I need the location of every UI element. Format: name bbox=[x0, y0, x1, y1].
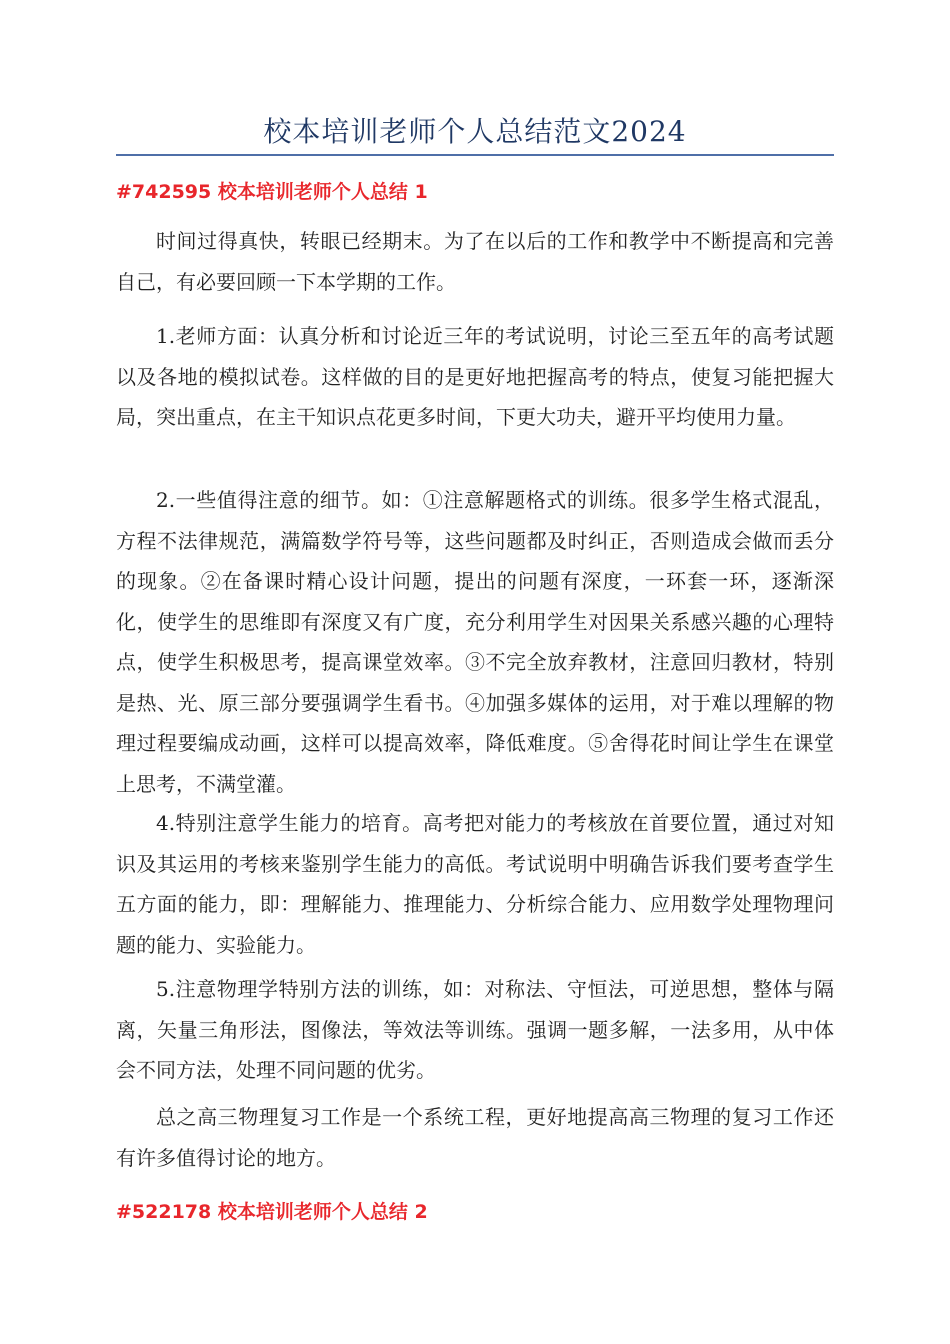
paragraph: 5.注意物理学特别方法的训练，如：对称法、守恒法，可逆思想，整体与隔离，矢量三角形法，图像法，等效法等训练。强调一题多解，一法多用，从中体会不同方法，处理不同问题的优劣。 bbox=[116, 977, 834, 1082]
section-heading-1: #742595 校本培训老师个人总结 1 bbox=[116, 181, 428, 203]
document-title: 校本培训老师个人总结范文2024 bbox=[263, 115, 687, 148]
paragraph: 时间过得真快，转眼已经期末。为了在以后的工作和教学中不断提高和完善自己，有必要回顾一下本学期的工作。 bbox=[116, 229, 834, 294]
paragraph: 1.老师方面：认真分析和讨论近三年的考试说明，讨论三至五年的高考试题以及各地的模拟试卷。这样做的目的是更好地把握高考的特点，使复习能把握大局，突出重点，在主干知识点花更多时间，下更大功夫，避开平均使用力量。 bbox=[116, 324, 834, 429]
paragraph: 4.特别注意学生能力的培育。高考把对能力的考核放在首要位置，通过对知识及其运用的考核来鉴别学生能力的高低。考试说明中明确告诉我们要考查学生五方面的能力，即：理解能力、推理能力、分析综合能力、应用数学处理物理问题的能力、实验能力。 bbox=[116, 811, 834, 957]
title-underline bbox=[116, 154, 834, 156]
paragraph: 总之高三物理复习工作是一个系统工程，更好地提高高三物理的复习工作还有许多值得讨论的地方。 bbox=[116, 1105, 834, 1170]
paragraph: 2.一些值得注意的细节。如：①注意解题格式的训练。很多学生格式混乱，方程不法律规范，满篇数学符号等，这些问题都及时纠正，否则造成会做而丢分的现象。②在备课时精心设计问题，提出的问题有深度，一环套一环，逐渐深化，使学生的思维即有深度又有广度，充分利用学生对因果关系感兴趣的心理特点，使学生积极思考，提高课堂效率。③不完全放弃教材，注意回归教材，特别是热、光、原三部分要强调学生看书。④加强多媒体的运用，对于难以理解的物理过程要编成动画，这样可以提高效率，降低难度。⑤舍得花时间让学生在课堂上思考，不满堂灌。 bbox=[116, 488, 834, 796]
section-heading-2: #522178 校本培训老师个人总结 2 bbox=[116, 1201, 428, 1223]
